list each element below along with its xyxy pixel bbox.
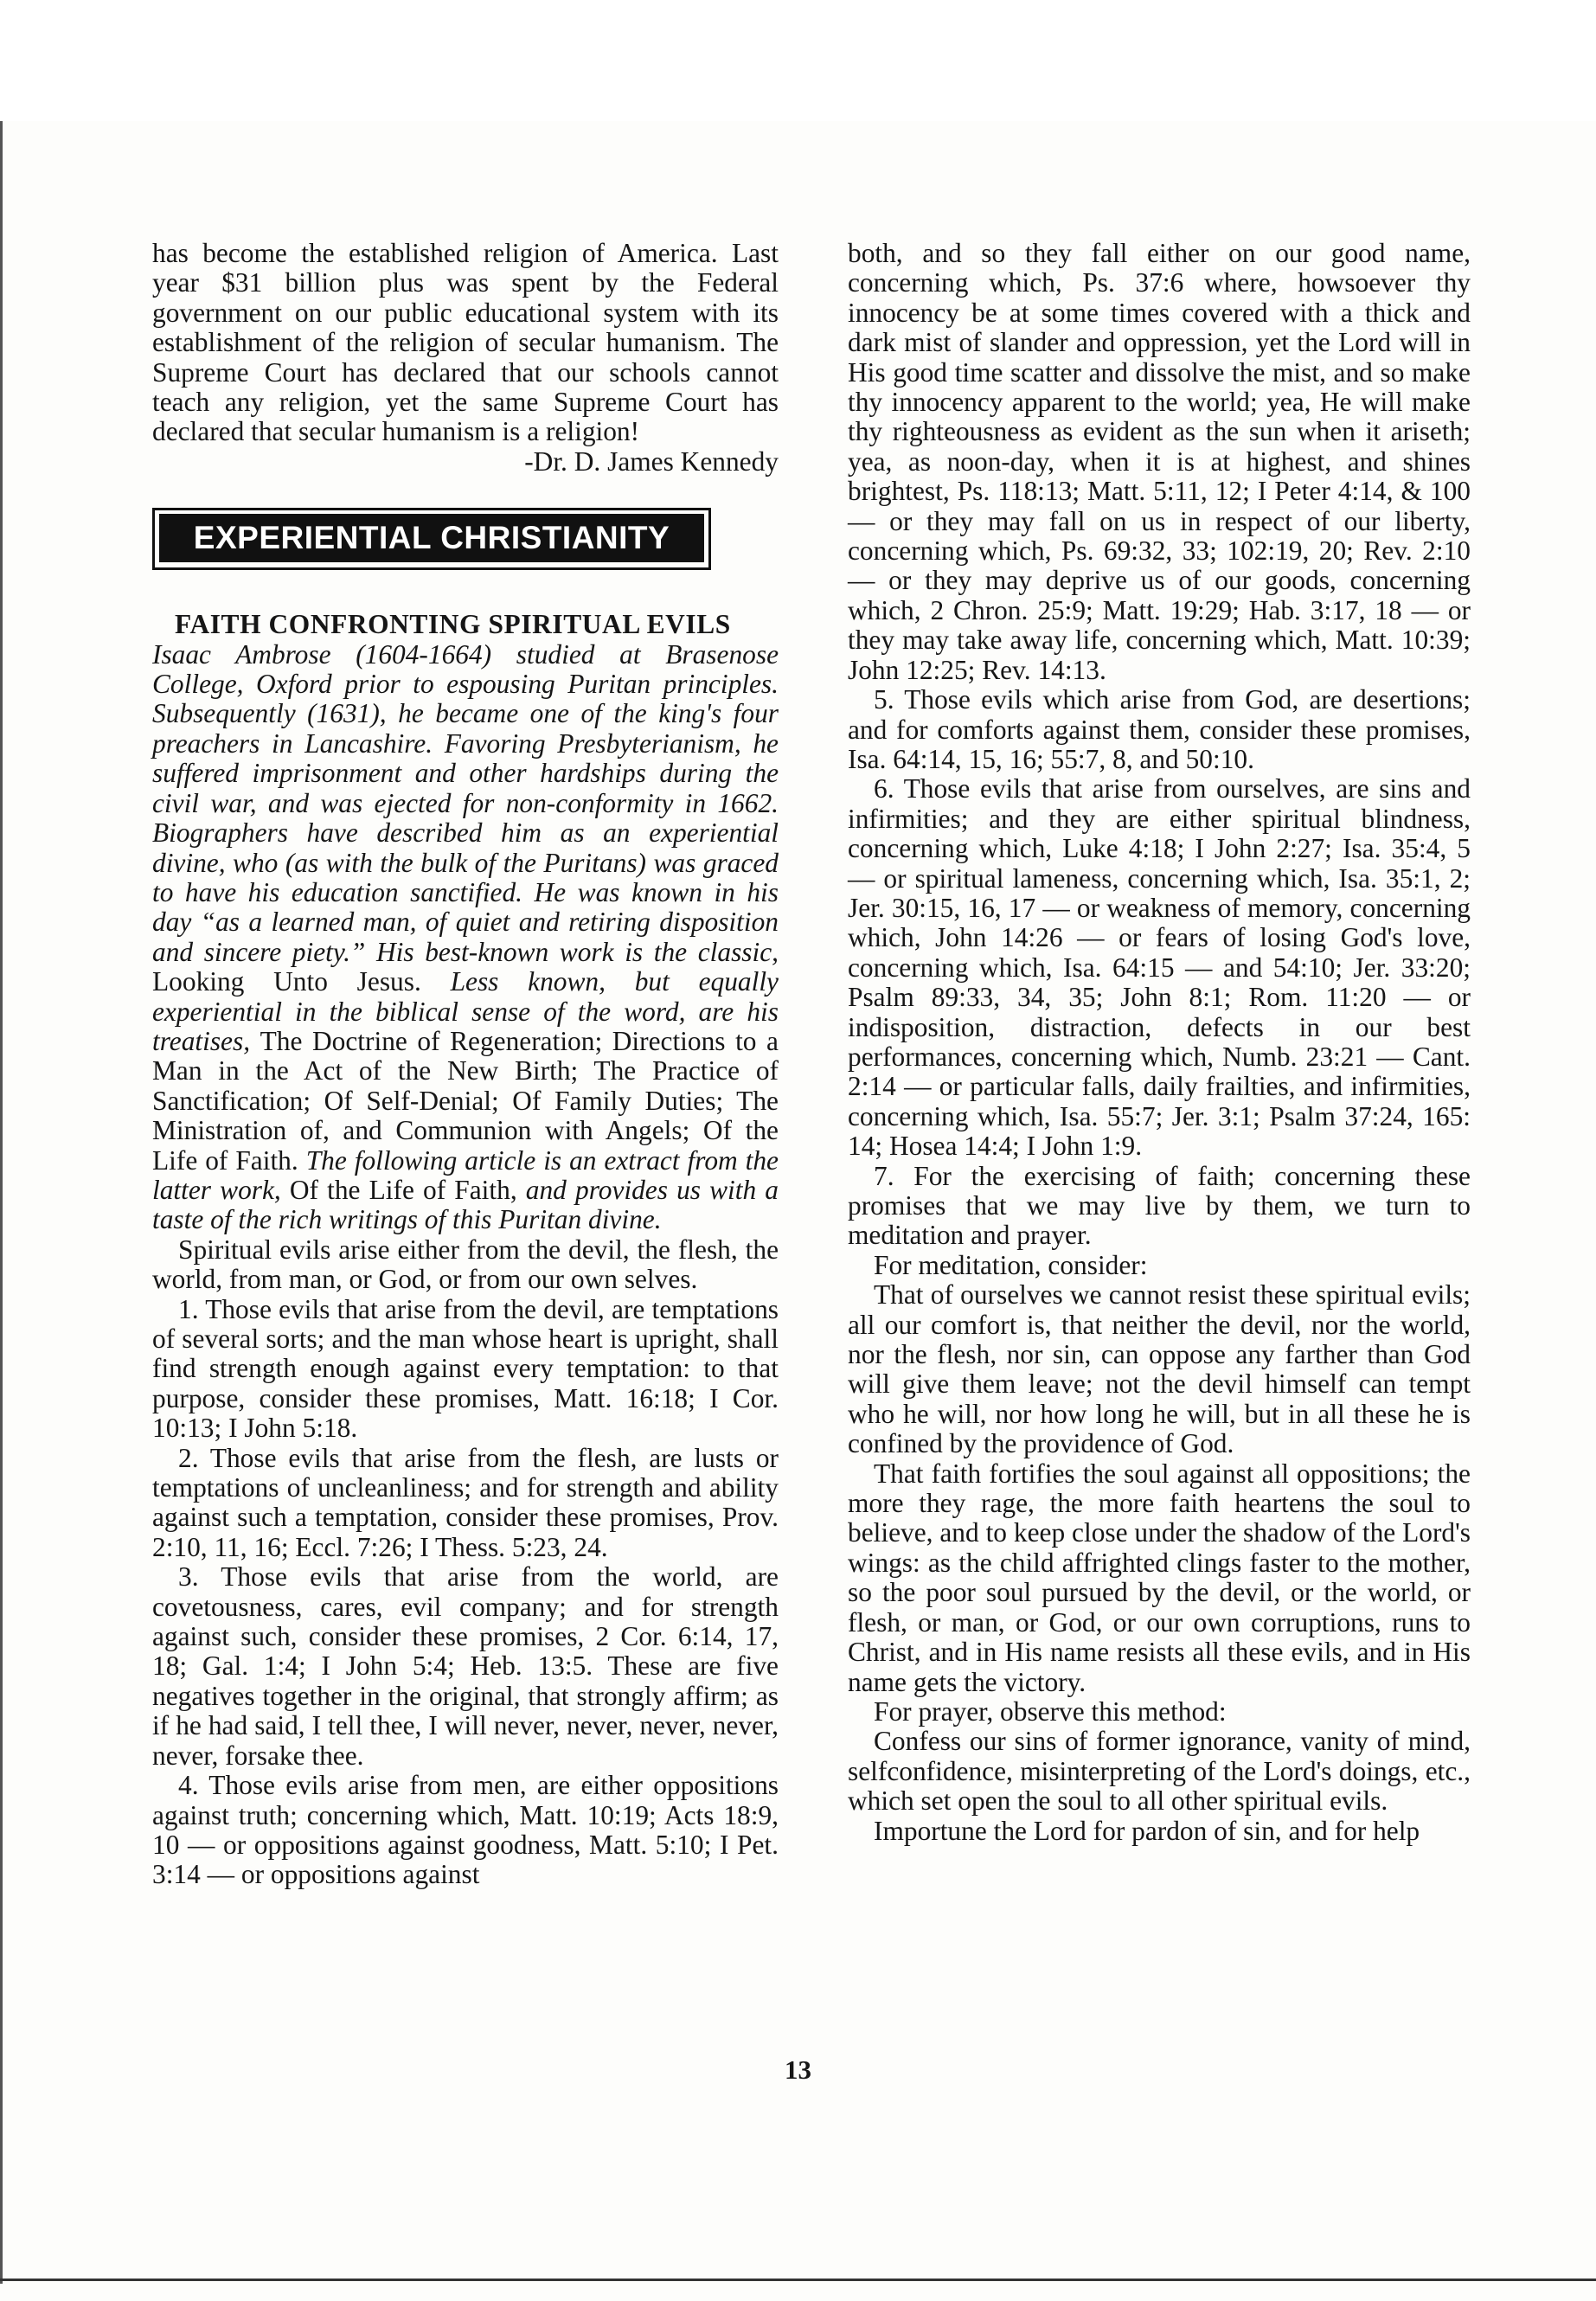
body-paragraph: That of ourselves we cannot resist these spiritual evils; all our comfort is, that neither the devil, nor the world, nor the flesh, nor sin, can oppose any farther than God will give them leave; not the devil himself can tempt who he will, nor how long he will, but in all these he is confined by the providence of God. xyxy=(848,1279,1471,1459)
body-paragraph: 5. Those evils which arise from God, are desertions; and for comforts against them, consider these promises, Isa. 64:14, 15, 16; 55:7, 8, and 50:10. xyxy=(848,684,1471,774)
body-paragraph: 4. Those evils arise from men, are either oppositions against truth; concerning which, Matt. 10:19; Acts 18:9, 10 — or oppositions against goodness, Matt. 5:10; I Pet. 3:14 — or oppositions against xyxy=(152,1770,779,1890)
section-banner-frame xyxy=(152,508,711,570)
intro-part-3: The following article is an extract from the latter work, xyxy=(152,1144,779,1205)
body-paragraph: Spiritual evils arise either from the devil, the flesh, the world, from man, or God, or from our own selves. xyxy=(152,1234,779,1295)
body-paragraph: For prayer, observe this method: xyxy=(874,1695,1227,1727)
body-paragraph: 7. For the exercising of faith; concerning these promises that we may live by them, we turn to meditation and prayer. xyxy=(848,1160,1471,1251)
opening-paragraph: has become the established religion of America. Last year $31 billion plus was spent by the Federal government on our public educational system with its establishment of the religion of secular humanism. The Supreme Court has declared that our schools cannot teach any religion, yet the same Supreme Court has declared that secular humanism is a religion! xyxy=(152,238,779,447)
book-title-looking-unto-jesus: Looking Unto Jesus. xyxy=(152,966,421,997)
author-intro xyxy=(152,640,779,1235)
body-paragraph: 2. Those evils that arise from the flesh, are lusts or temptations of uncleanliness; and for strength and ability against such a temptation, consider these promises, Prov. 2:10, 11, 16; Eccl. 7:26; I Thess. 5:23, 24. xyxy=(152,1442,779,1562)
treatises-list: The Doctrine of Regeneration; Directions to a Man in the Act of the New Birth; The Practice of Sanctification; Of Self-Denial; Of Family Duties; The Ministration of, and Communion with Angels; Of the Life of Faith. xyxy=(152,1025,779,1176)
body-paragraph: Confess our sins of former ignorance, vanity of mind, selfconfidence, misinterpreting of the Lord's doings, etc., which set open the soul to all other spiritual evils. xyxy=(848,1726,1471,1817)
right-column xyxy=(848,239,1471,1846)
scan-edge-bottom xyxy=(0,2279,1596,2281)
page-number: 13 xyxy=(785,2054,811,2085)
scan-margin-top xyxy=(0,0,1596,121)
intro-part-2: Less known, but equally experiential in the biblical sense of the word, are his treatises, xyxy=(152,966,779,1056)
article-title: FAITH CONFRONTING SPIRITUAL EVILS xyxy=(175,609,731,640)
body-paragraph: Importune the Lord for pardon of sin, and for help xyxy=(874,1815,1420,1846)
section-banner: EXPERIENTIAL CHRISTIANITY xyxy=(159,514,704,562)
intro-part-1: Isaac Ambrose (1604-1664) studied at Brasenose College, Oxford prior to espousing Puritan principles. Subsequently (1631), he became one of the king's four preachers in Lancashire. Favoring Presbyterianism, he suffered imprisonment and other hardships during the civil war, and was ejected for non-conformity in 1662. Biographers have described him as an experiential divine, who (as with the bulk of the Puritans) was graced to have his education sanctified. He was known in his day “as a learned man, of quiet and retiring disposition and sincere piety.” His best-known work is the classic, xyxy=(152,638,779,967)
body-paragraph: That faith fortifies the soul against all oppositions; the more they rage, the more faith heartens the soul to believe, and to keep close under the shadow of the Lord's wings: as the child affrighted clings faster to the mother, so the poor soul pursued by the devil, or the world, or flesh, or man, or God, or our own corruptions, runs to Christ, and in His name resists all these evils, and in His name gets the victory. xyxy=(848,1458,1471,1697)
scan-edge-left xyxy=(0,121,3,2284)
opening-signature: -Dr. D. James Kennedy xyxy=(524,445,779,477)
body-paragraph: 1. Those evils that arise from the devil, are temptations of several sorts; and the man whose heart is upright, shall find strength enough against every temptation: to that purpose, consider these promises, Matt. 16:18; I Cor. 10:13; I John 5:18. xyxy=(152,1293,779,1444)
book-title-life-of-faith: Of the Life of Faith, xyxy=(289,1174,517,1205)
body-paragraph: For meditation, consider: xyxy=(874,1249,1148,1280)
left-column xyxy=(152,239,779,1890)
body-paragraph: 3. Those evils that arise from the world, are covetousness, cares, evil company; and for strength against such, consider these promises, 2 Cor. 6:14, 17, 18; Gal. 1:4; I John 5:4; Heb. 13:5. These are five negatives together in the original, that strongly affirm; as if he had said, I tell thee, I will never, never, never, never, never, forsake thee. xyxy=(152,1561,779,1771)
body-paragraph: both, and so they fall either on our good name, concerning which, Ps. 37:6 where, howsoever thy innocency be at some times covered with a thick and dark mist of slander and oppression, yet the Lord will in His good time scatter and dissolve the mist, and so make thy innocency apparent to the world; yea, He will make thy righteousness as evident as the sun when it ariseth; yea, as noon-day, when it is at highest, and shines brightest, Ps. 118:13; Matt. 5:11, 12; I Peter 4:14, & 100 — or they may fall on us in respect of our liberty, concerning which, Ps. 69:32, 33; 102:19, 20; Rev. 2:10 — or they may deprive us of our goods, concerning which, 2 Chron. 25:9; Matt. 19:29; Hab. 3:17, 18 — or they may take away life, concerning which, Matt. 10:39; John 12:25; Rev. 14:13. xyxy=(848,238,1471,685)
body-paragraph: 6. Those evils that arise from ourselves, are sins and infirmities; and they are either spiritual blindness, concerning which, Luke 4:18; I John 2:27; Isa. 35:4, 5 — or spiritual lameness, concerning which, Isa. 35:1, 2; Jer. 30:15, 16, 17 — or weakness of memory, concerning which, John 14:26 — or fears of losing God's love, concerning which, Isa. 64:15 — and 54:10; Jer. 33:20; Psalm 89:33, 34, 35; John 8:1; Rom. 11:20 — or indisposition, distraction, defects in our best performances, concerning which, Numb. 23:21 — Cant. 2:14 — or particular falls, daily frailties, and infirmities, concerning which, Isa. 55:7; Jer. 3:1; Psalm 37:24, 165: 14; Hosea 14:4; I John 1:9. xyxy=(848,773,1471,1162)
intro-part-4: and provides us with a taste of the rich writings of this Puritan divine. xyxy=(152,1174,779,1235)
